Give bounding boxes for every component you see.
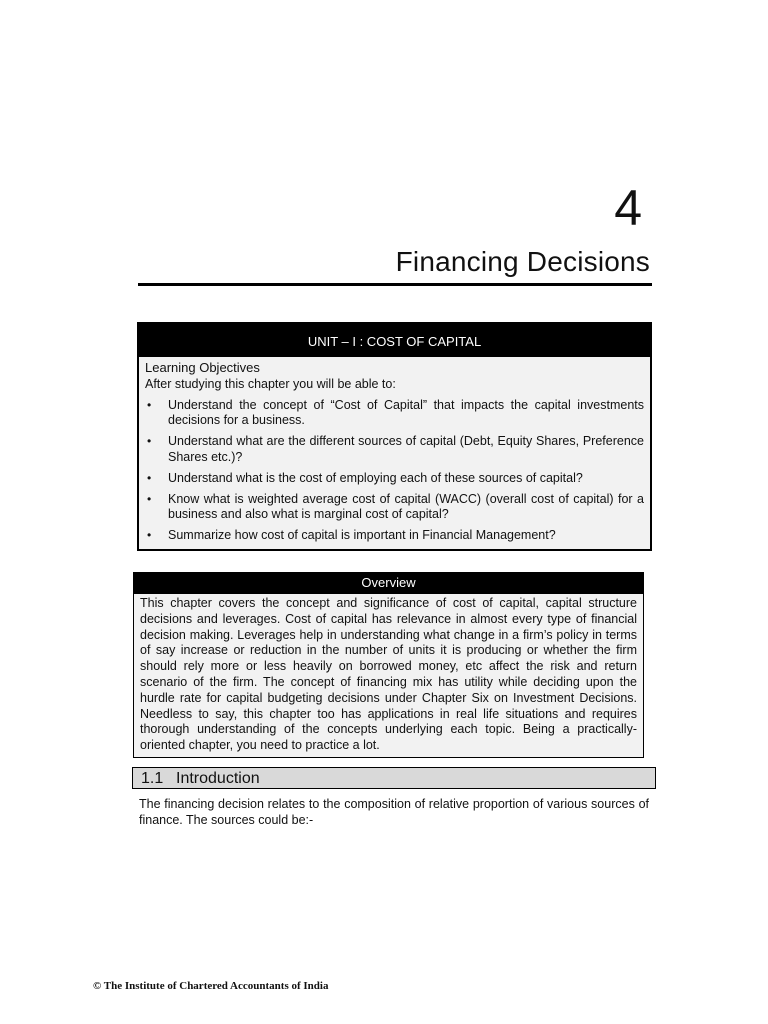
bullet-icon: •	[147, 528, 152, 543]
bullet-icon: •	[147, 491, 152, 506]
title-rule	[138, 283, 652, 286]
section-title: Introduction	[176, 770, 260, 787]
chapter-title: Financing Decisions	[395, 246, 650, 277]
objective-item	[145, 398, 644, 430]
objective-item	[145, 492, 644, 524]
learning-objectives-heading: Learning Objectives	[145, 360, 260, 375]
learning-objectives-box	[137, 322, 652, 551]
objective-text: Know what is weighted average cost of capital (WACC) (overall cost of capital) for a business and also what is marginal cost of capital?	[168, 491, 644, 522]
objective-text: Understand the concept of “Cost of Capital” that impacts the capital investments decisions for a business.	[168, 397, 644, 428]
objectives-list	[145, 398, 644, 544]
learning-objectives-body	[139, 357, 650, 549]
bullet-icon: •	[147, 470, 152, 485]
overview-box	[133, 572, 644, 758]
objective-text: Summarize how cost of capital is important in Financial Management?	[168, 528, 556, 543]
objective-text: Understand what is the cost of employing each of these sources of capital?	[168, 470, 583, 485]
section-heading	[132, 767, 656, 789]
learning-objectives-intro: After studying this chapter you will be able to:	[145, 376, 396, 391]
bullet-icon: •	[147, 397, 152, 412]
objective-text: Understand what are the different sources of capital (Debt, Equity Shares, Preference Shares etc.)?	[168, 434, 644, 464]
objective-item	[145, 471, 644, 487]
copyright-footer: © The Institute of Chartered Accountants of India	[93, 980, 329, 992]
bullet-icon: •	[147, 434, 152, 449]
unit-header: UNIT – I : COST OF CAPITAL	[139, 324, 650, 357]
objective-item	[145, 528, 644, 544]
overview-header: Overview	[134, 573, 643, 594]
overview-body: This chapter covers the concept and significance of cost of capital, capital structure decisions and leverages. Cost of capital has relevance in almost every type of financial decision making. Leverages help in understanding what change in a firm’s policy in terms of say increase or reduction in the number of units it is producing or whether the firm should rely more or less heavily on borrowed money, etc affect the risk and return scenario of the firm. The concept of financing mix has utility while deciding upon the hurdle rate for capital budgeting decisions under Chapter Six on Investment Decisions. Needless to say, this chapter too has applications in real life situations and requires thorough understanding of the concepts underlying each topic. Being a practically-oriented chapter, you need to practice a lot.	[140, 596, 637, 753]
objective-item	[145, 434, 644, 466]
section-body: The financing decision relates to the composition of relative proportion of various sources of finance. The sources could be:-	[139, 797, 649, 827]
chapter-number: 4	[614, 180, 642, 236]
section-number: 1.1	[141, 770, 164, 787]
